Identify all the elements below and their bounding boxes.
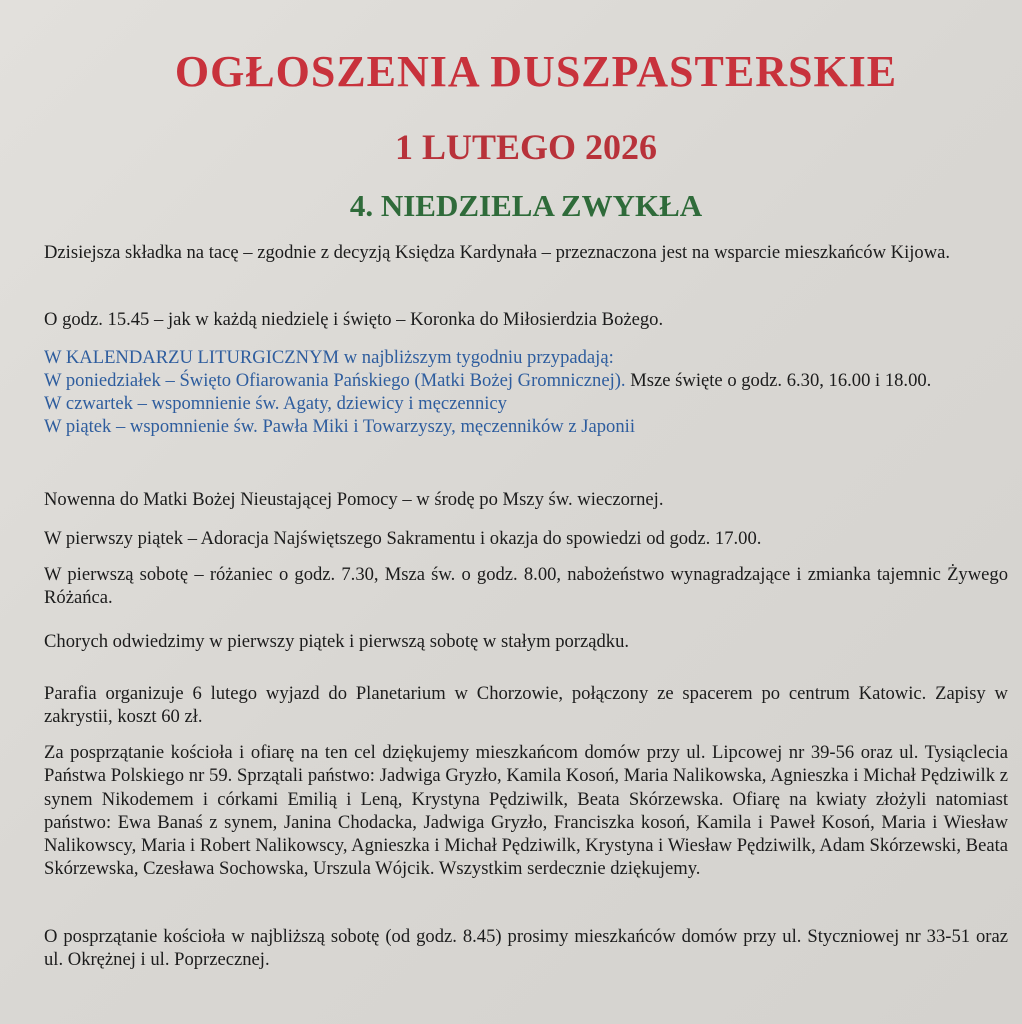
monday-feast: W poniedziałek – Święto Ofiarowania Pańskiego (Matki Bożej Gromnicznej). — [44, 370, 626, 391]
first-saturday-paragraph: W pierwszą sobotę – różaniec o godz. 7.30, Msza św. o godz. 8.00, nabożeństwo wynagradzające i zmianka tajemnic Żywego Różańca. — [44, 564, 1008, 608]
liturgical-calendar-block — [44, 346, 1008, 438]
sick-visits-paragraph: Chorych odwiedzimy w pierwszy piątek i pierwszą sobotę w stałym porządku. — [44, 631, 630, 652]
page-title: OGŁOSZENIA DUSZPASTERSKIE — [174, 47, 898, 96]
friday-entry: W piątek – wspomnienie św. Pawła Miki i Towarzyszy, męczenników z Japonii — [44, 416, 635, 437]
novena-paragraph: Nowenna do Matki Bożej Nieustającej Pomocy – w środę po Mszy św. wieczornej. — [44, 489, 664, 510]
announcement-date: 1 LUTEGO 2026 — [394, 127, 658, 167]
next-cleaning-paragraph: O posprzątanie kościoła w najbliższą sobotę (od godz. 8.45) prosimy mieszkańców domów przy ul. Styczniowej nr 33-51 oraz ul. Okrężnej i ul. Poprzecznej. — [44, 926, 1008, 970]
liturgical-sunday: 4. NIEDZIELA ZWYKŁA — [349, 188, 703, 223]
cleaning-thanks-paragraph: Za posprzątanie kościoła i ofiarę na ten cel dziękujemy mieszkańcom domów przy ul. Lipcowej nr 39-56 oraz ul. Tysiąclecia Państwa Polskiego nr 59. Sprzątali państwo: Jadwiga Gryzło, Kamila Kosoń, Maria Nalikowska, Agnieszka i Michał Pędziwilk z synem Nikodemem i córkami Emilią i Leną, Krystyna Pędziwilk, Beata Skórzewska. Ofiarę na kwiaty złożyli natomiast państwo: Ewa Banaś z synem, Janina Chodacka, Jadwiga Gryzło, Franciszka kosoń, Kamila i Paweł Kosoń, Maria i Wiesław Nalikowscy, Maria i Robert Nalikowscy, Agnieszka i Michał Pędziwilk, Krystyna i Wiesław Pędziwilk, Adam Skórzewski, Beata Skórzewska, Czesława Sochowska, Urszula Wójcik. Wszystkim serdecznie dziękujemy. — [44, 742, 1008, 880]
calendar-intro: W KALENDARZU LITURGICZNYM w najbliższym tygodniu przypadają: — [44, 347, 614, 368]
thursday-entry: W czwartek – wspomnienie św. Agaty, dziewicy i męczennicy — [44, 393, 507, 414]
monday-entry — [44, 370, 931, 391]
planetarium-paragraph: Parafia organizuje 6 lutego wyjazd do Planetarium w Chorzowie, połączony ze spacerem po centrum Katowic. Zapisy w zakrystii, koszt 60 zł. — [44, 683, 1008, 727]
monday-masses: Msze święte o godz. 6.30, 16.00 i 18.00. — [625, 370, 932, 391]
collection-paragraph: Dzisiejsza składka na tacę – zgodnie z decyzją Księdza Kardynała – przeznaczona jest na wsparcie mieszkańców Kijowa. — [44, 242, 951, 263]
first-friday-paragraph: W pierwszy piątek – Adoracja Najświętszego Sakramentu i okazja do spowiedzi od godz. 17.00. — [44, 528, 762, 549]
chaplet-paragraph: O godz. 15.45 – jak w każdą niedzielę i święto – Koronka do Miłosierdzia Bożego. — [44, 309, 664, 330]
